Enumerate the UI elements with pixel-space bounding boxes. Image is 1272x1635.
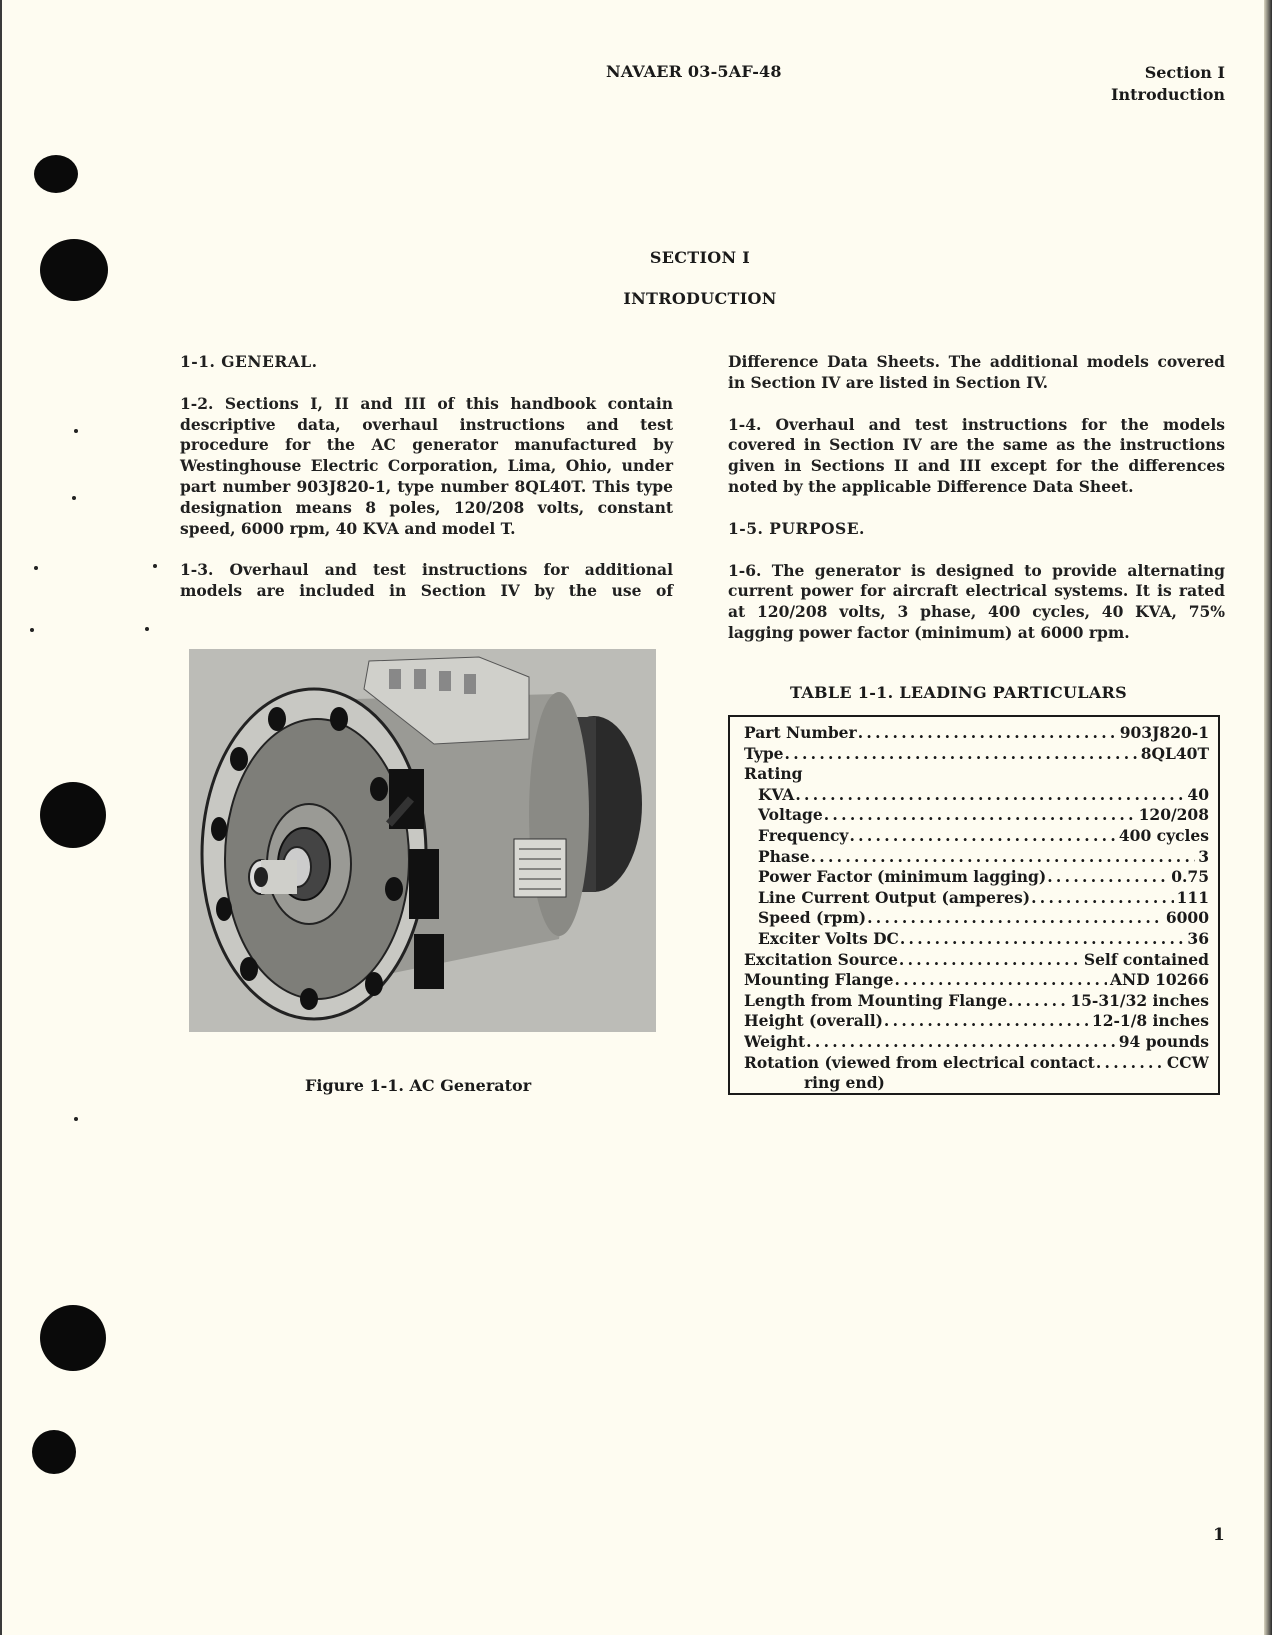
table-title: TABLE 1-1. LEADING PARTICULARS (790, 683, 1127, 702)
table-row-type (744, 744, 1209, 765)
table-row-rotation-continued (744, 1073, 1209, 1094)
dot-leader (824, 805, 1136, 826)
row-value: 8QL40T (1140, 743, 1209, 763)
row-label: Mounting Flange (744, 970, 894, 990)
punch-hole (32, 1430, 76, 1474)
row-value: 36 (1187, 928, 1209, 948)
row-value: 111 (1176, 887, 1209, 907)
dot-leader (785, 744, 1138, 765)
row-label: Height (overall) (744, 1011, 883, 1031)
row-value: Self contained (1083, 949, 1209, 969)
table-row-rotation (744, 1053, 1209, 1074)
table-row-length (744, 991, 1209, 1012)
row-label: Excitation Source (744, 949, 898, 969)
row-label: Power Factor (minimum lagging) (758, 867, 1047, 887)
dot-leader (900, 929, 1185, 950)
row-label: Line Current Output (amperes) (758, 887, 1031, 907)
table-row-mounting-flange (744, 970, 1209, 991)
row-label: Speed (rpm) (758, 908, 867, 928)
dot-leader (811, 847, 1196, 868)
scan-speck (153, 564, 157, 568)
row-label-continuation: ring end) (804, 1073, 885, 1093)
row-value: 6000 (1165, 908, 1209, 928)
row-value: 12-1/8 inches (1091, 1011, 1209, 1031)
punch-hole (40, 782, 106, 848)
paragraph-1-6: 1-6. The generator is designed to provide alternating current power for aircraft electrical systems. It is rated at 120/208 volts, 3 phase, 400 cycles, 40 KVA, 75% lagging power factor (minimum) at 6000 rpm. (728, 560, 1225, 642)
table-row-voltage (744, 805, 1209, 826)
paragraph-1-3: 1-3. Overhaul and test instructions for additional models are included in Section IV by the use of (180, 560, 673, 601)
paragraph-1-4: 1-4. Overhaul and test instructions for the models covered in Section IV are the same as the instructions given in Sections II and III except for the differences noted by the applicable Difference Data Sheet. (728, 414, 1225, 496)
dot-leader (1047, 867, 1168, 888)
row-value: 120/208 (1138, 805, 1209, 825)
table-row-rating (744, 764, 1209, 785)
row-label: Weight (744, 1031, 806, 1051)
row-label: Phase (758, 846, 810, 866)
row-value: 400 cycles (1118, 825, 1209, 845)
dot-leader (806, 1032, 1116, 1053)
row-value: AND 10266 (1110, 970, 1209, 990)
row-label: Voltage (758, 805, 823, 825)
figure-caption: Figure 1-1. AC Generator (305, 1076, 532, 1095)
table-row-frequency (744, 826, 1209, 847)
scan-speck (145, 627, 149, 631)
table-row-excitation-source (744, 950, 1209, 971)
generator-photo (189, 649, 656, 1032)
dot-leader (858, 723, 1117, 744)
row-label: Exciter Volts DC (758, 928, 899, 948)
table-row-height (744, 1011, 1209, 1032)
dot-leader (867, 908, 1163, 929)
row-label: Length from Mounting Flange (744, 990, 1008, 1010)
punch-hole (40, 1305, 106, 1371)
document-number: NAVAER 03-5AF-48 (606, 62, 782, 81)
scan-speck (30, 628, 34, 632)
page-left-edge (0, 0, 2, 1635)
paragraph-1-3-continued: Difference Data Sheets. The additional models covered in Section IV are listed in Section IV. (728, 352, 1225, 392)
dot-leader (899, 950, 1081, 971)
scan-speck (72, 496, 76, 500)
row-value: 15-31/32 inches (1070, 990, 1209, 1010)
row-value: 0.75 (1171, 867, 1209, 887)
dot-leader (1008, 991, 1067, 1012)
scan-speck (74, 429, 78, 433)
scan-speck (34, 566, 38, 570)
row-value: 903J820-1 (1119, 723, 1209, 742)
heading-purpose: 1-5. PURPOSE. (728, 518, 865, 538)
punch-hole (34, 155, 78, 193)
section-name: INTRODUCTION (623, 289, 777, 308)
page-right-edge (1264, 0, 1272, 1635)
dot-leader (884, 1011, 1089, 1032)
ac-generator-illustration (189, 649, 656, 1032)
section-title: SECTION I (649, 248, 751, 267)
right-column (728, 352, 1225, 665)
heading-general: 1-1. GENERAL. (180, 352, 318, 371)
row-label: Part Number (744, 723, 857, 742)
table-row-kva (744, 785, 1209, 806)
row-label: Frequency (758, 825, 849, 845)
dot-leader (895, 970, 1108, 991)
dot-leader (795, 785, 1184, 806)
dot-leader (849, 826, 1115, 847)
table-row-phase (744, 847, 1209, 868)
paragraph-1-2: 1-2. Sections I, II and III of this handbook contain descriptive data, overhaul instructions and test procedure for the AC generator manufactured by Westinghouse Electric Corporation, Lima, Ohio, under part number 903J820-1, type number 8QL40T. This type designation means 8 poles, 120/208 volts, constant speed, 6000 rpm, 40 KVA and model T. (180, 393, 673, 538)
left-column (180, 352, 673, 623)
running-header-name: Introduction (1111, 85, 1225, 104)
table-row-power-factor (744, 867, 1209, 888)
row-label: Rating (744, 764, 803, 784)
page-number: 1 (1213, 1525, 1225, 1545)
row-label: Rotation (viewed from electrical contact (744, 1052, 1095, 1072)
table-row-part-number (744, 723, 1209, 744)
running-header (1111, 62, 1225, 106)
row-value: 3 (1198, 846, 1209, 866)
row-value: 94 pounds (1118, 1031, 1209, 1051)
row-value: 40 (1187, 784, 1209, 804)
row-label: KVA (758, 784, 795, 804)
scan-speck (74, 1117, 78, 1121)
running-header-section: Section I (1144, 63, 1225, 82)
table-row-weight (744, 1032, 1209, 1053)
table-row-exciter-volts (744, 929, 1209, 950)
table-row-speed (744, 908, 1209, 929)
table-row-line-current (744, 888, 1209, 909)
row-label: Type (744, 743, 784, 763)
leading-particulars-table (728, 715, 1220, 1095)
dot-leader (1096, 1053, 1164, 1074)
row-value: CCW (1166, 1052, 1209, 1072)
dot-leader (1031, 888, 1174, 909)
